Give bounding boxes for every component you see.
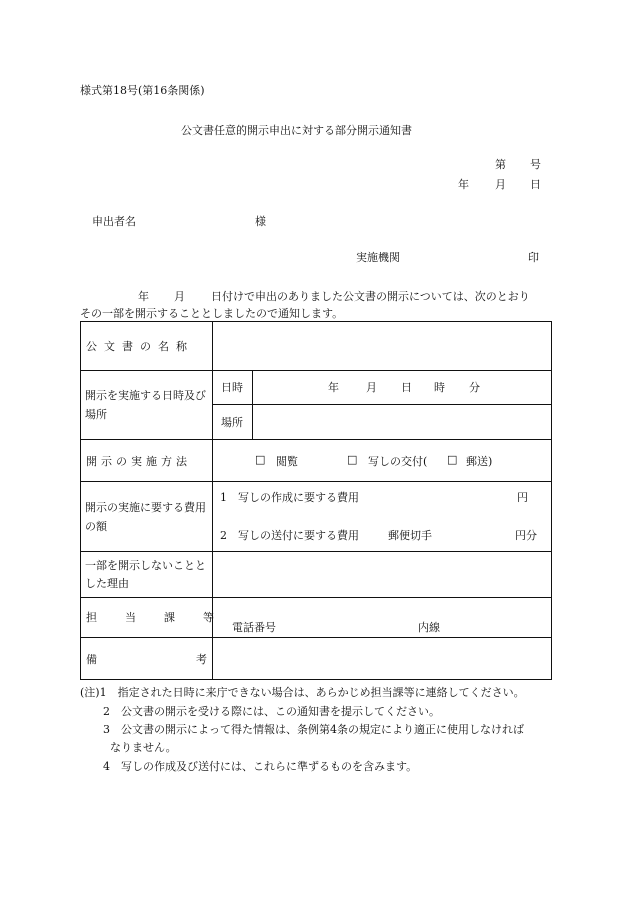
cost-line1: 1 写しの作成に要する費用 <box>220 491 359 504</box>
cost-line2-stamp: 郵便切手 <box>388 529 432 542</box>
agency-seal: 印 <box>528 251 539 264</box>
method-label: 開示の実施方法 <box>86 455 191 468</box>
place-label: 場所 <box>221 416 243 429</box>
cost-line2: 2 写しの送付に要する費用 <box>220 529 359 542</box>
method-copy-label: 写しの交付( <box>368 455 428 468</box>
datetime-year: 年 <box>328 381 339 394</box>
method-view-checkbox[interactable]: □ <box>255 453 266 466</box>
reason-label: 一部を開示しないこととした理由 <box>85 559 206 590</box>
date-year: 年 <box>458 178 469 191</box>
intro-year: 年 <box>138 290 149 303</box>
method-copy-checkbox[interactable]: □ <box>347 453 358 466</box>
intro-line1: 日付けで申出のありました公文書の開示については、次のとおり <box>211 290 530 303</box>
intro-line2: その一部を開示することとしましたので通知します。 <box>80 307 344 320</box>
note-4: 4 写しの作成及び送付には、これらに準ずるものを含みます。 <box>103 760 418 773</box>
remarks-label-1: 備 <box>86 653 97 666</box>
form-number: 様式第18号(第16条関係) <box>80 84 205 97</box>
extension-label: 内線 <box>418 621 440 634</box>
applicant-sama: 様 <box>255 215 266 228</box>
datetime-day: 日 <box>401 381 412 394</box>
datetime-month: 月 <box>366 381 377 394</box>
document-title: 公文書任意的開示申出に対する部分開示通知書 <box>181 124 412 137</box>
datetime-place-label: 開示を実施する日時及び場所 <box>85 389 206 421</box>
method-mail-label: 郵送) <box>466 455 493 468</box>
applicant-label: 申出者名 <box>92 215 136 228</box>
cost-line1-unit: 円 <box>517 491 528 504</box>
method-mail-checkbox[interactable]: □ <box>447 453 458 466</box>
phone-label: 電話番号 <box>232 621 276 634</box>
note-3a: 3 公文書の開示によって得た情報は、条例第4条の規定により適正に使用しなければ <box>103 723 524 736</box>
cost-line2-unit: 円分 <box>515 529 537 542</box>
note-3b: なりません。 <box>110 741 177 754</box>
doc-number-dai: 第 <box>495 158 506 171</box>
date-day: 日 <box>530 178 541 191</box>
cost-label: 開示の実施に要する費用の額 <box>85 501 206 533</box>
intro-month: 月 <box>174 290 185 303</box>
note-2: 2 公文書の開示を受ける際には、この通知書を提示してください。 <box>103 705 440 718</box>
doc-name-label: 公文書の名称 <box>86 340 194 353</box>
staff-label: 担当課等 <box>86 611 242 624</box>
datetime-label: 日時 <box>221 381 243 394</box>
doc-number-go: 号 <box>530 158 541 171</box>
date-month: 月 <box>495 178 506 191</box>
agency-label: 実施機関 <box>356 251 400 264</box>
datetime-hour: 時 <box>434 381 445 394</box>
datetime-minute: 分 <box>469 381 480 394</box>
note-1: (注)1 指定された日時に来庁できない場合は、あらかじめ担当課等に連絡してください。 <box>80 686 525 699</box>
method-view-label: 閲覧 <box>276 455 298 468</box>
remarks-label-2: 考 <box>196 653 207 666</box>
